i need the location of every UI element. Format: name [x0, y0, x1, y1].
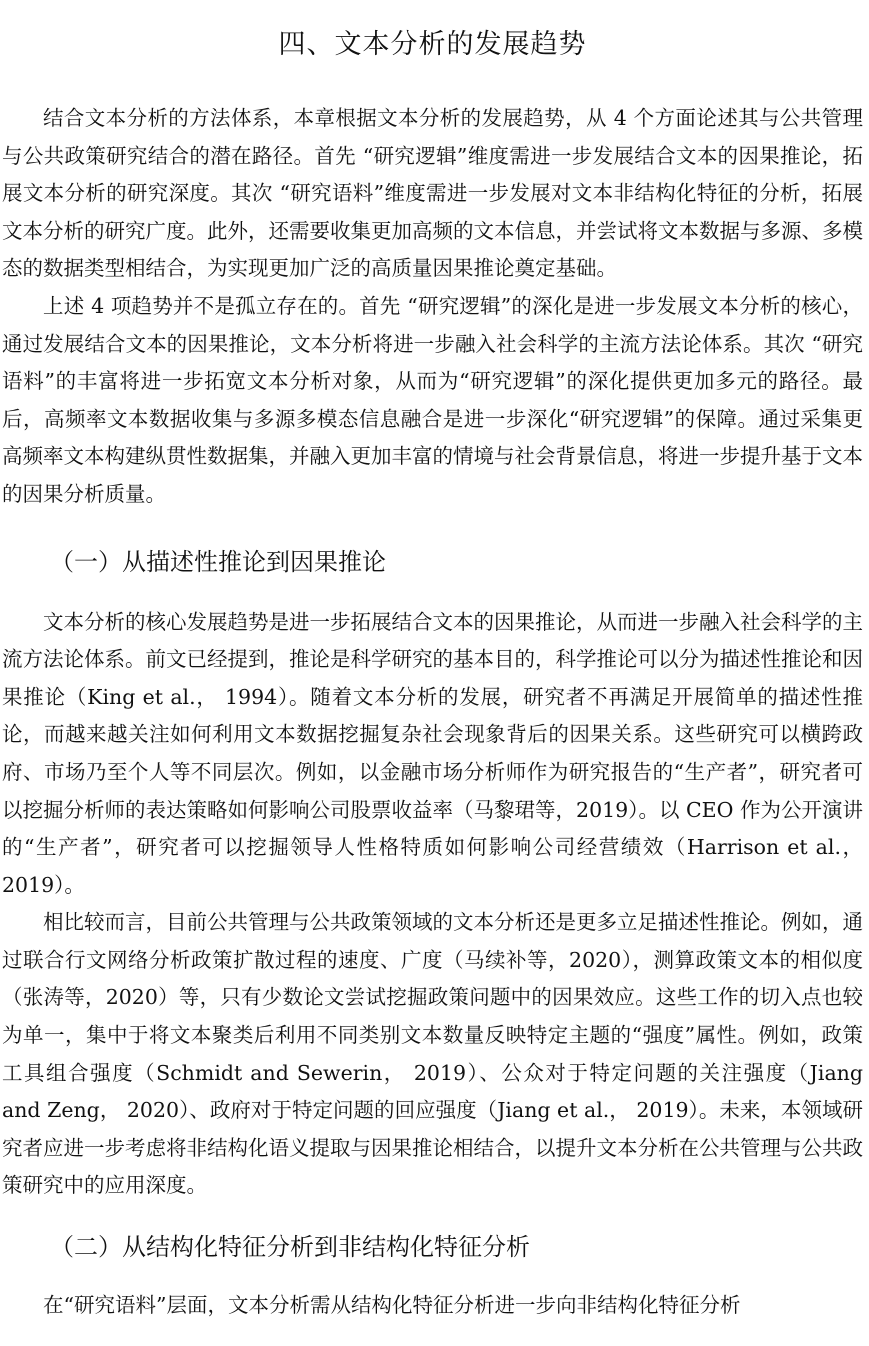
subsection-1-paragraph-2: 相比较而言，目前公共管理与公共政策领域的文本分析还是更多立足描述性推论。例如，通过联合行文网络分析政策扩散过程的速度、广度（马续补等，2020），测算政策文本的相似度（张涛等，2020）等，只有少数论文尝试挖掘政策问题中的因果效应。这些工作的切入点也较为单一，集中于将文本聚类后利用不同类别文本数量反映特定主题的“强度”属性。例如，政策工具组合强度（Schmidt and Sewerin， 2019）、公众对于特定问题的关注强度（Jiang and Zeng， 2020）、政府对于特定问题的回应强度（Jiang et al.， 2019）。未来，本领域研究者应进一步考虑将非结构化语义提取与因果推论相结合，以提升文本分析在公共管理与公共政策研究中的应用深度。: [2, 910, 863, 1198]
subsection-title-1: （一）从描述性推论到因果推论: [50, 547, 386, 576]
intro-paragraph-1: 结合文本分析的方法体系，本章根据文本分析的发展趋势，从 4 个方面论述其与公共管理与公共政策研究结合的潜在路径。首先 “研究逻辑”维度需进一步发展结合文本的因果推论，拓展文本分析的研究深度。其次 “研究语料”维度需进一步发展对文本非结构化特征的分析，拓展文本分析的研究广度。此外，还需要收集更加高频的文本信息，并尝试将文本数据与多源、多模态的数据类型相结合，为实现更加广泛的高质量因果推论奠定基础。: [2, 106, 863, 281]
subsection-1-paragraph-1: 文本分析的核心发展趋势是进一步拓展结合文本的因果推论，从而进一步融入社会科学的主流方法论体系。前文已经提到，推论是科学研究的基本目的，科学推论可以分为描述性推论和因果推论（King et al.， 1994）。随着文本分析的发展，研究者不再满足开展简单的描述性推论，而越来越关注如何利用文本数据挖掘复杂社会现象背后的因果关系。这些研究可以横跨政府、市场乃至个人等不同层次。例如，以金融市场分析师作为研究报告的“生产者”，研究者可以挖掘分析师的表达策略如何影响公司股票收益率（马黎珺等，2019）。以 CEO 作为公开演讲的“生产者”，研究者可以挖掘领导人性格特质如何影响公司经营绩效（Harrison et al.， 2019）。: [2, 609, 863, 897]
subsection-2-paragraph-1: 在“研究语料”层面，文本分析需从结构化特征分析进一步向非结构化特征分析: [43, 1293, 741, 1318]
intro-paragraph-2: 上述 4 项趋势并不是孤立存在的。首先 “研究逻辑”的深化是进一步发展文本分析的核心，通过发展结合文本的因果推论，文本分析将进一步融入社会科学的主流方法论体系。其次 “研究语料”的丰富将进一步拓宽文本分析对象，从而为“研究逻辑”的深化提供更加多元的路径。最后，高频率文本数据收集与多源多模态信息融合是进一步深化“研究逻辑”的保障。通过采集更高频率文本构建纵贯性数据集，并融入更加丰富的情境与社会背景信息，将进一步提升基于文本的因果分析质量。: [2, 293, 863, 506]
subsection-title-2: （二）从结构化特征分析到非结构化特征分析: [50, 1233, 530, 1262]
section-title: 四、文本分析的发展趋势: [278, 29, 587, 60]
